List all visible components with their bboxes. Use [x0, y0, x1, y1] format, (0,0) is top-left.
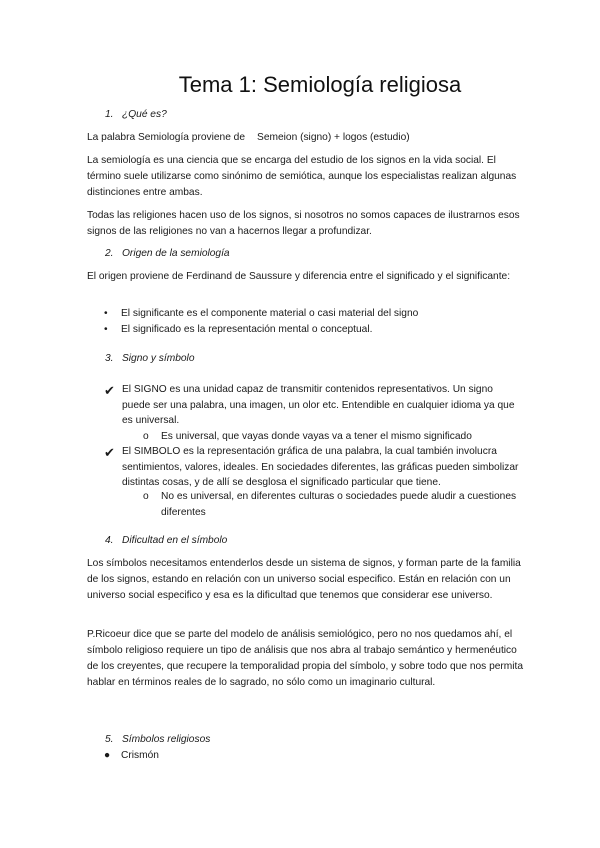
list-item-text: El significante es el componente material o casi material del signo — [121, 308, 419, 319]
section-heading-1 — [105, 109, 167, 120]
section-number: 2. — [105, 248, 114, 259]
bullet-icon: • — [104, 308, 108, 319]
section-heading-4 — [105, 535, 227, 546]
checkmark-icon: ✔ — [104, 445, 115, 460]
paragraph-etymology — [87, 130, 527, 146]
section-number: 5. — [105, 734, 114, 745]
sub-bullet-icon: o — [143, 491, 149, 502]
list-item-text: El SIGNO es una unidad capaz de transmitir contenidos representativos. Un signo puede ser una palabra, una imagen, un olor etc. Entendible en cualquier idioma ya que es universal. — [122, 384, 515, 426]
paragraph-definition: La semiología es una ciencia que se encarga del estudio de los signos en la vida social. El término suele utilizarse como sinónimo de semiótica, aunque los especialistas realizan algunas distinciones entre ambas. — [87, 155, 517, 198]
section-number: 1. — [105, 109, 114, 120]
paragraph-symbols-system: Los símbolos necesitamos entenderlos desde un sistema de signos, y forman parte de la familia de los signos, estando en relación con un universo social especifico. Están en relación con un universo social especifico y esa es la dificultad que tenemos que considerar ese universo. — [87, 558, 521, 601]
section-title: ¿Qué es? — [122, 109, 167, 120]
section-heading-3 — [105, 353, 194, 364]
sub-bullet-icon: o — [143, 431, 149, 442]
section-title: Símbolos religiosos — [122, 734, 211, 745]
list-item-text: El SIMBOLO es la representación gráfica de una palabra, la cual también involucra sentimientos, valores, ideales. En sociedades diferentes, las gráficas pueden simbolizar distintas cosas, y de allí se desglosa el significado particular que tiene. — [122, 446, 519, 488]
sub-list-item-text: Es universal, que vayas donde vayas va a tener el mismo significado — [161, 431, 472, 442]
section-title: Signo y símbolo — [122, 353, 195, 364]
section-heading-2 — [105, 248, 230, 259]
list-item-text: Crismón — [121, 750, 159, 761]
section-title: Dificultad en el símbolo — [122, 535, 228, 546]
section-heading-5 — [105, 734, 210, 745]
section-number: 4. — [105, 535, 114, 546]
bullet-icon: ● — [104, 750, 111, 761]
paragraph-religions: Todas las religiones hacen uso de los signos, si nosotros no somos capaces de ilustrarnos esos signos de las religiones no van a hacernos llegar a profundizar. — [87, 210, 520, 237]
paragraph-text: La palabra Semiología proviene de — [87, 132, 246, 143]
document-title: Tema 1: Semiología religiosa — [178, 72, 462, 97]
paragraph-text: Semeion (signo) + logos (estudio) — [257, 132, 410, 143]
bullet-icon: • — [104, 324, 108, 335]
checkmark-icon: ✔ — [104, 383, 115, 398]
sub-list-item-text: No es universal, en diferentes culturas o sociedades puede aludir a cuestiones diferentes — [161, 491, 517, 518]
paragraph-ricoeur: P.Ricoeur dice que se parte del modelo de análisis semiológico, pero no nos quedamos ahí, el símbolo religioso requiere un tipo de análisis que nos abra al trabajo semántico y hermenéutico de los creyentes, que recupere la temporalidad propia del símbolo, y sobre todo que nos permita hablar en términos reales de lo sagrado, no sólo como un imaginario cultural. — [87, 629, 524, 688]
list-item-text: El significado es la representación mental o conceptual. — [121, 324, 373, 335]
paragraph-origin: El origen proviene de Ferdinand de Saussure y diferencia entre el significado y el significante: — [87, 271, 511, 282]
section-number: 3. — [105, 353, 114, 364]
section-title: Origen de la semiología — [122, 248, 230, 259]
